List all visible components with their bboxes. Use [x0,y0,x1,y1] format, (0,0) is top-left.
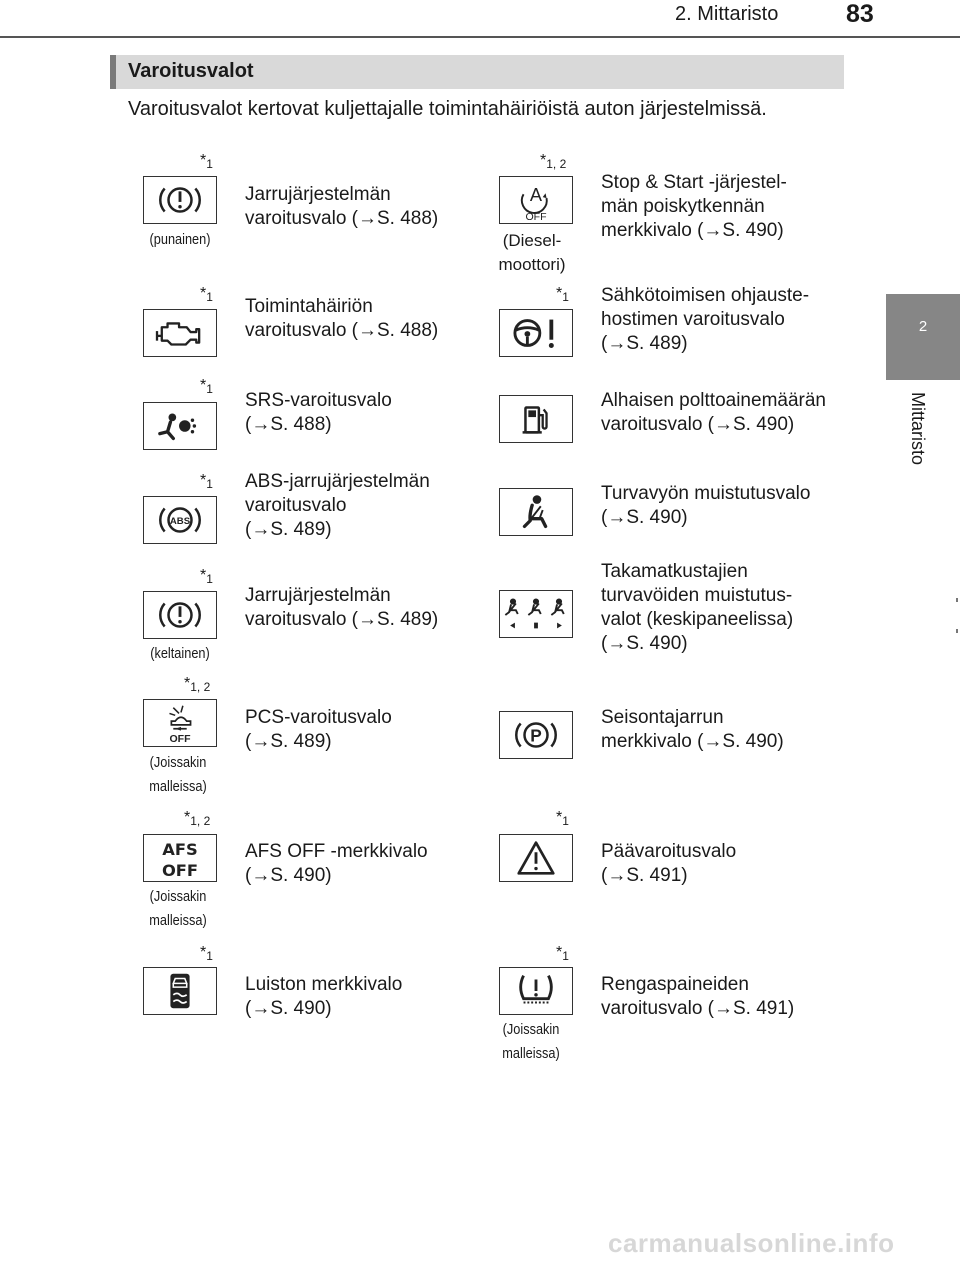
item-text-line: valot (keskipaneelissa) [601,609,794,630]
item-text-line: Seisontajarrun [601,707,724,728]
icon-note: (Joissakin malleissa) [149,754,207,795]
item-text-line: PCS-varoitusvalo [245,707,392,728]
page-number: 83 [846,0,874,28]
crop-mark [956,598,958,602]
footnote-marker: $*_1$ [556,944,569,963]
chapter-title: 2. Mittaristo [675,3,779,25]
pcs-off-icon [143,699,217,747]
chapter-tab [886,294,960,380]
icon-note: (Diesel- moottori) [498,231,566,274]
item-text-line: Sähkötoimisen ohjauste- [601,285,810,306]
item-text-line: (→S. 490) [601,507,688,528]
svg-text:OFF: OFF [169,733,191,746]
item-text-line: varoitusvalo (→S. 491) [601,998,795,1019]
item-text-line: (→S. 491) [601,865,688,886]
abs-icon [143,496,217,544]
brake-warning-yellow-icon [143,591,217,639]
chapter-tab-label: Mittaristo [908,392,928,466]
item-text-line: ABS-jarrujärjestelmän [245,471,430,492]
parking-brake-icon [499,711,573,759]
svg-text:A: A [529,184,543,205]
low-fuel-icon [499,395,573,443]
tire-pressure-icon [499,967,573,1015]
item-text-line: varoitusvalo (→S. 488) [245,208,439,229]
chapter-tab-number: 2 [918,318,928,335]
power-steering-icon [499,309,573,357]
item-text-line: (→S. 490) [245,865,332,886]
seatbelt-icon [499,488,573,536]
item-text-line: Päävaroitusvalo [601,841,737,862]
item-text-line: Alhaisen polttoainemäärän [601,390,826,411]
item-text-line: män poiskytkennän [601,196,765,217]
item-text-line: (→S. 489) [601,333,688,354]
icon-note: (punainen) [149,231,211,248]
brake-warning-red-icon [143,176,217,224]
footnote-marker: $*_1$ [200,285,213,304]
item-text-line: merkkivalo (→S. 490) [601,731,784,752]
crop-mark [956,629,958,633]
footnote-marker: $*_1$ [556,285,569,304]
intro-text: Varoitusvalot kertovat kuljettajalle toimintahäiriöistä auton järjestelmissä. [128,98,767,120]
footnote-marker: $*_1$ [200,152,213,171]
item-text-line: Jarrujärjestelmän [245,184,391,205]
item-text-line: varoitusvalo (→S. 488) [245,320,439,341]
item-text-line: turvavöiden muistutus- [601,585,793,606]
item-text-line: varoitusvalo [245,495,347,516]
svg-text:AFS: AFS [162,840,198,860]
item-text-line: Turvavyön muistutusvalo [601,483,811,504]
item-text-line: (→S. 489) [245,731,332,752]
item-text-line: Stop & Start -järjestel- [601,172,787,193]
item-text-line: (→S. 488) [245,414,332,435]
item-text-line: merkkivalo (→S. 490) [601,220,784,241]
header-rule [0,36,960,38]
item-text-line: Rengaspaineiden [601,974,749,995]
footnote-marker: $*_1$ [200,567,213,586]
slip-indicator-icon [143,967,217,1015]
section-title: Varoitusvalot [128,60,254,82]
afs-off-icon [143,834,217,882]
item-text-line: (→S. 490) [245,998,332,1019]
footnote-marker: $*_1$ [200,472,213,491]
icon-note: (Joissakin malleissa) [149,888,207,929]
footnote-marker: $*_1$ [200,944,213,963]
item-text-line: Takamatkustajien [601,561,748,582]
icon-note: (keltainen) [150,645,210,662]
footnote-marker: $*_1$ [556,809,569,828]
item-text-line: hostimen varoitusvalo [601,309,785,330]
master-warning-icon [499,834,573,882]
svg-text:ABS: ABS [169,515,191,527]
item-text-line: (→S. 489) [245,519,332,540]
icon-note: (Joissakin malleissa) [502,1021,560,1062]
check-engine-icon [143,309,217,357]
item-text-line: (→S. 490) [601,633,688,654]
item-text-line: Toimintahäiriön [245,296,373,317]
watermark: carmanualsonline.info [608,1228,895,1258]
footnote-marker: $*_1$ [200,377,213,396]
stop-start-off-icon [499,176,573,224]
svg-text:OFF: OFF [525,211,547,223]
svg-text:OFF: OFF [161,861,199,881]
item-text-line: varoitusvalo (→S. 489) [245,609,439,630]
svg-text:P: P [530,725,542,746]
item-text-line: AFS OFF -merkkivalo [245,841,428,862]
rear-seatbelt-icon [499,590,573,638]
footnote-marker: $*_{1, 2}$ [184,809,211,828]
footnote-marker: $*_{1, 2}$ [540,152,567,171]
footnote-marker: $*_{1, 2}$ [184,675,211,694]
item-text-line: SRS-varoitusvalo [245,390,392,411]
item-text-line: varoitusvalo (→S. 490) [601,414,795,435]
srs-airbag-icon [143,402,217,450]
item-text-line: Jarrujärjestelmän [245,585,391,606]
item-text-line: Luiston merkkivalo [245,974,403,995]
